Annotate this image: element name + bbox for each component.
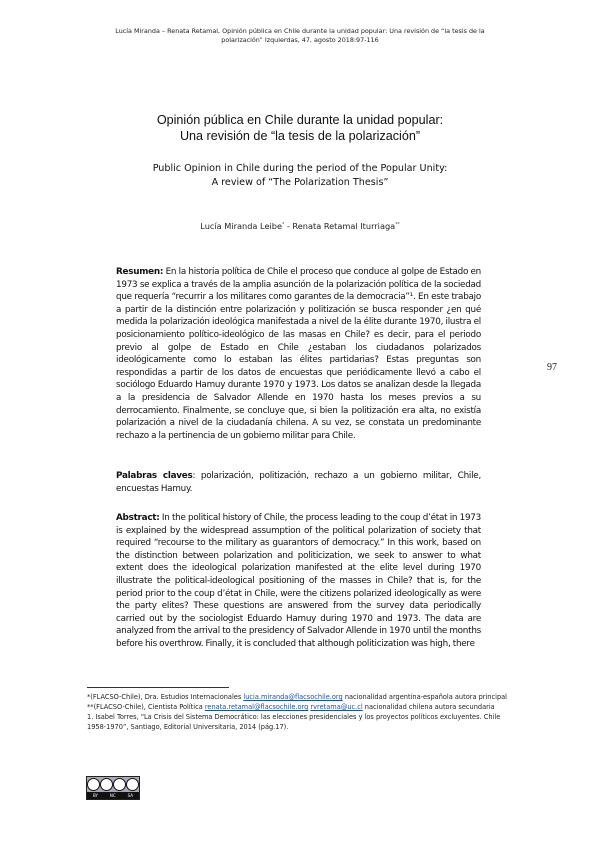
title-english-line1: Public Opinion in Chile during the period of the Popular Unity: (152, 163, 448, 174)
title-spanish (90, 112, 510, 144)
resumen-paragraph (116, 266, 481, 442)
cc-label-sa: SA (127, 793, 133, 798)
author-1: Lucía Miranda Leibe (200, 221, 282, 231)
footnote-1-email-link[interactable]: lucia.miranda@flacsochile.org (243, 693, 343, 701)
authors-separator: - (284, 221, 293, 231)
footnote-2 (87, 703, 512, 712)
footnote-2-email-link-1[interactable]: renata.retamal@flacsochile.org (204, 703, 309, 712)
running-head-line2: polarización” Izquierdas, 47, agosto 2018:97-116 (221, 36, 379, 44)
cc-sa-share-icon (126, 778, 139, 791)
author-2-footnote-mark: ** (395, 222, 400, 228)
cc-nc-dollar-icon (113, 778, 126, 791)
footnote-2-email-link-2[interactable]: rvretama@uc.cl (310, 703, 363, 712)
author-1-footnote-mark: * (282, 222, 285, 228)
cc-icon-row (87, 777, 139, 792)
page-number: 97 (547, 362, 557, 373)
authors-line (90, 221, 510, 231)
footnote-3: 1. Isabel Torres, “La Crisis del Sistema Democrático: las elecciones presidenciales y los proyectos políticos excluyentes. Chile 1958-1970”, Santiago, Editorial Universitaria, 2014 (pág.17). (87, 713, 501, 731)
cc-by-person-icon (100, 778, 113, 791)
cc-label-row (87, 792, 139, 799)
resumen-text: En la historia política de Chile el proceso que conduce al golpe de Estado en 1973 se explica a través de la amplia asunción de la polarización política de la sociedad que requería “recurrir a los militares como garantes de la democracia”¹. En este trabajo a partir de la distinción entre polarización y politización se busca responder ¿en qué medida la polarización ideológica manifestada a nivel de la élite durante 1970, ilustra el posicionamiento político-ideológico de las masas en Chile? es decir, para el periodo previo al golpe de Estado en Chile ¿estaban los ciudadanos polarizados ideológicamente como lo estaban las élites partidarias? Estas preguntas son respondidas a partir de los datos de encuestas que periódicamente llevó a cabo el sociólogo Eduardo Hamuy durante 1970 y 1973. Los datos se analizan desde la llegada a la presidencia de Salvador Allende en 1970 hasta los meses previos a su derrocamiento. Finalmente, se concluye que, si bien la politización era alta, no existía polarización a nivel de la ciudadanía chilena. A su vez, se constata un predominante rechazo a la pertinencia de un gobierno militar para Chile. (116, 267, 481, 441)
keywords-text: : polarización, politización, rechazo a un gobierno militar, Chile, encuestas Hamuy. (116, 471, 481, 494)
author-2: Renata Retamal Iturriaga (292, 221, 396, 231)
keywords-label: Palabras claves (116, 471, 193, 481)
running-head-line1: Lucía Miranda – Renata Retamal, Opinión pública en Chile durante la unidad popular: Una revisión de “la tesis de la (115, 27, 485, 35)
footnote-2-suffix: nacionalidad chilena autora secundaria (362, 703, 495, 712)
footnote-divider (87, 687, 229, 688)
cc-label-by: BY (92, 793, 98, 798)
title-english-line2: A review of “The Polarization Thesis” (211, 176, 389, 188)
title-english (90, 162, 510, 189)
running-head (90, 27, 510, 45)
footnote-1 (87, 693, 512, 702)
abstract-text: In the political history of Chile, the process leading to the coup d’état in 1973 is explained by the widespread assumption of the political polarization of society that required “recourse to the military as guarantors of democracy.” In this work, based on the distinction between polarization and politicization, we seek to answer to what extent does the ideological polarization manifested at the elite level during 1970 illustrate the political-ideological positioning of the masses in Chile? that is, for the period prior to the coup d’état in Chile, were the citizens polarized ideologically as were the party elites? These questions are answered from the survey data periodically carried out by the sociologist Eduardo Hamuy during 1970 and 1973. The data are analyzed from the arrival to the presidency of Salvador Allende in 1970 until the months before his overthrow. Finally, it is concluded that although politicization was high, there (116, 513, 481, 649)
resumen-label: Resumen: (116, 267, 164, 277)
footnote-1-prefix: *(FLACSO-Chile), Dra. Estudios Internacionales (87, 693, 244, 701)
title-spanish-line2: Una revisión de “la tesis de la polarización” (179, 129, 421, 143)
creative-commons-by-nc-sa-icon[interactable] (86, 776, 140, 800)
footnotes (87, 693, 512, 733)
footnote-1-suffix: nacionalidad argentina-española autora principal (342, 693, 507, 701)
cc-logo-icon (87, 778, 100, 791)
title-spanish-line1: Opinión pública en Chile durante la unidad popular: (156, 113, 444, 127)
abstract-label: Abstract: (116, 513, 160, 523)
cc-label-nc: NC (109, 793, 116, 798)
abstract-paragraph (116, 512, 481, 651)
footnote-2-prefix: **(FLACSO-Chile), Cientista Política (87, 703, 205, 712)
keywords-paragraph (116, 470, 481, 495)
